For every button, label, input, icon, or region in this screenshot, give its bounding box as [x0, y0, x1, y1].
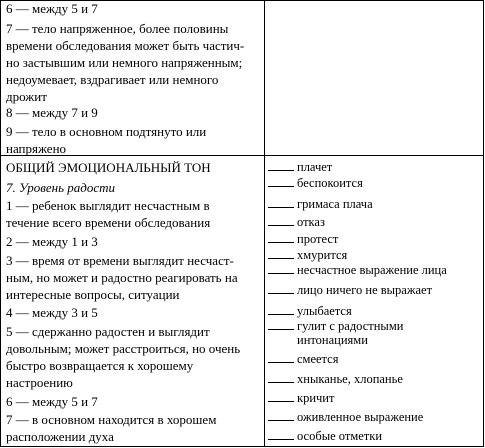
checkbox-blank[interactable]: [268, 207, 294, 208]
scale-line: интересные вопросы, ситуации: [6, 287, 180, 302]
checkbox-blank[interactable]: [268, 170, 294, 171]
scale-line: расположении духа: [6, 429, 114, 444]
scale-line: 7 — тело напряженное, более половины: [6, 21, 229, 36]
scale-line: настроению: [6, 375, 73, 390]
checklist-item[interactable]: улыбается: [268, 304, 352, 318]
checklist-item[interactable]: беспокоится: [268, 176, 363, 190]
checkbox-blank[interactable]: [268, 273, 294, 274]
checklist-item[interactable]: несчастное выражение лица: [268, 263, 447, 277]
checklist-item-continued: интонациями: [297, 333, 368, 347]
checkbox-blank[interactable]: [268, 242, 294, 243]
row-divider: [0, 155, 484, 156]
scale-line: напряжено: [6, 141, 67, 156]
scale-line: 4 — между 3 и 5: [6, 305, 98, 320]
checkbox-blank[interactable]: [268, 362, 294, 363]
checkbox-blank[interactable]: [268, 293, 294, 294]
scale-line: 7 — в основном находится в хорошем: [6, 412, 217, 427]
checkbox-blank[interactable]: [268, 258, 294, 259]
checklist-item[interactable]: плачет: [268, 160, 332, 174]
checklist-item[interactable]: протест: [268, 232, 338, 246]
checklist-item[interactable]: хныканье, хлопанье: [268, 372, 403, 386]
scale-line: 9 — тело в основном подтянуто или: [6, 124, 207, 139]
checklist-item[interactable]: хмурится: [268, 248, 347, 262]
checkbox-blank[interactable]: [268, 382, 294, 383]
checklist-item[interactable]: особые отметки: [268, 429, 382, 443]
scale-line: 1 — ребенок выглядит несчастным в: [6, 198, 210, 213]
checklist-item[interactable]: лицо ничего не выражает: [268, 283, 432, 297]
scale-line: быстро возвращается к хорошему: [6, 358, 194, 373]
checklist-item[interactable]: смеется: [268, 352, 338, 366]
scale-line: довольным; может расстроиться, но очень: [6, 341, 241, 356]
scale-line: 3 — время от времени выглядит несчаст-: [6, 253, 234, 268]
checkbox-blank[interactable]: [268, 225, 294, 226]
checkbox-blank[interactable]: [268, 314, 294, 315]
checklist-item[interactable]: кричит: [268, 391, 334, 405]
scale-line: но застывшим или немного напряженным;: [6, 55, 243, 70]
scale-line: 5 — сдержанно радостен и выглядит: [6, 324, 210, 339]
scale-line: 6 — между 5 и 7: [6, 394, 98, 409]
checkbox-blank[interactable]: [268, 401, 294, 402]
checklist-item[interactable]: гримаса плача: [268, 197, 373, 211]
checklist-item[interactable]: гулит с радостными: [268, 319, 403, 333]
section-subheader: 7. Уровень радости: [6, 180, 115, 195]
section-header: ОБЩИЙ ЭМОЦИОНАЛЬНЫЙ ТОН: [6, 160, 211, 175]
checkbox-blank[interactable]: [268, 329, 294, 330]
scale-line: недоумевает, вздрагивает или немного: [6, 72, 219, 87]
scale-line: дрожит: [6, 89, 47, 104]
scale-line: 8 — между 7 и 9: [6, 105, 98, 120]
checklist-item[interactable]: оживленное выражение: [268, 410, 423, 424]
checkbox-blank[interactable]: [268, 439, 294, 440]
scale-line: течение всего времени обследования: [6, 215, 211, 230]
checkbox-blank[interactable]: [268, 420, 294, 421]
scale-line: времени обследования может быть частич-: [6, 38, 245, 53]
column-divider: [264, 0, 265, 447]
checkbox-blank[interactable]: [268, 186, 294, 187]
scale-line: ным, но может и радостно реагировать на: [6, 270, 238, 285]
scale-line: 2 — между 1 и 3: [6, 234, 98, 249]
checklist-item[interactable]: отказ: [268, 215, 325, 229]
scale-line: 6 — между 5 и 7: [6, 1, 98, 16]
